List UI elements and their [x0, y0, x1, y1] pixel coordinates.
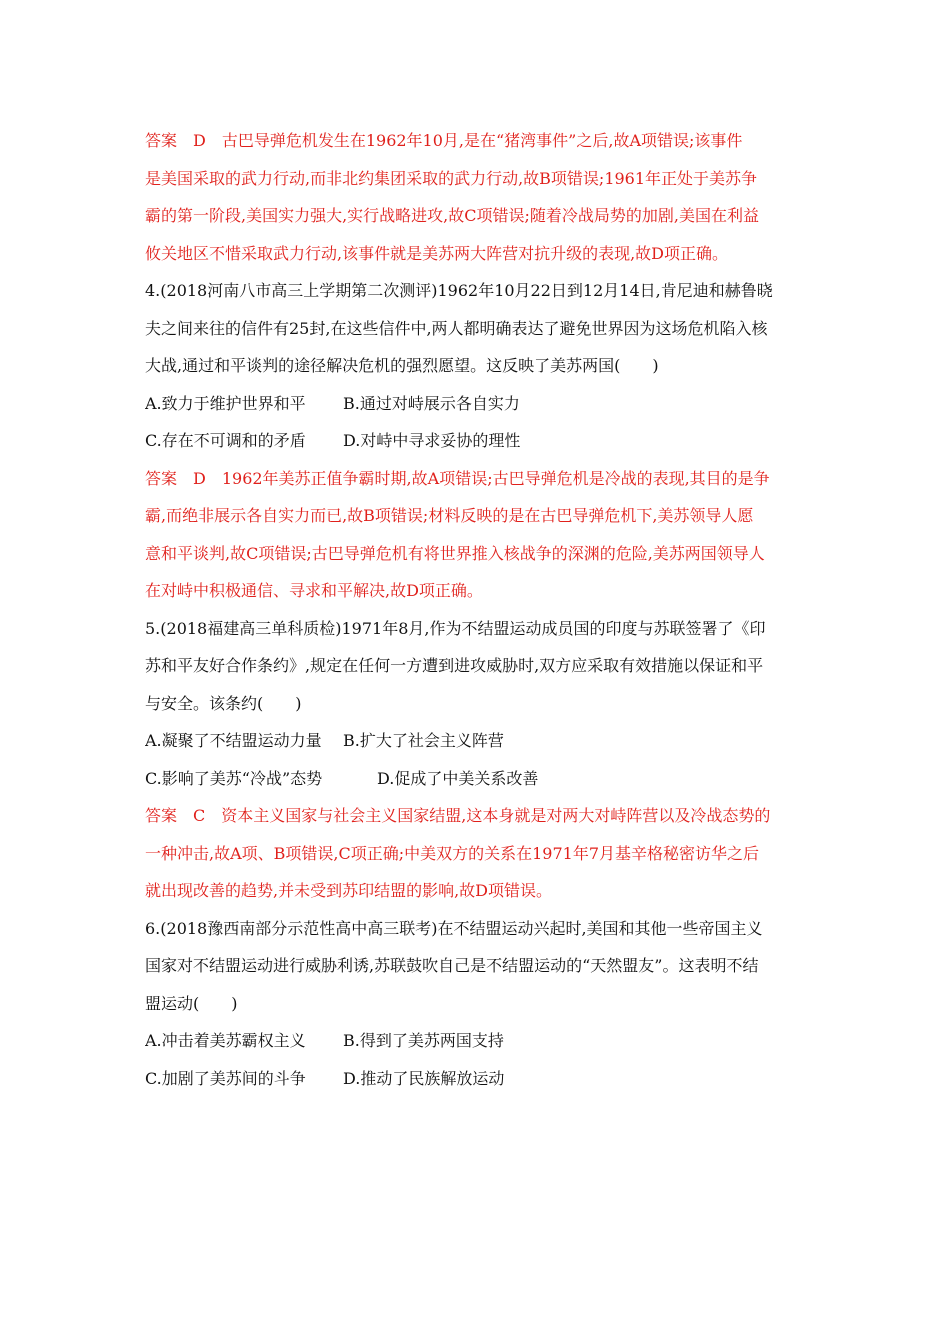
answer-line: 答案 D 古巴导弹危机发生在1962年10月,是在“猪湾事件”之后,故A项错误;该事件 [145, 131, 743, 150]
answer-line: 答案 D 1962年美苏正值争霸时期,故A项错误;古巴导弹危机是冷战的表现,其目的是争 [145, 468, 770, 488]
question-stem-line: 5.(2018福建高三单科质检)1971年8月,作为不结盟运动成员国的印度与苏联签署了《印 [145, 618, 766, 638]
option-d: D.促成了中美关系改善 [377, 768, 539, 788]
options-row [145, 722, 813, 760]
answer-line: 答案 C 资本主义国家与社会主义国家结盟,这本身就是对两大对峙阵营以及冷战态势的 [145, 806, 771, 825]
answer-line: 一种冲击,故A项、B项错误,C项正确;中美双方的关系在1971年7月基辛格秘密访华之后 [145, 843, 760, 863]
option-a: A.冲击着美苏霸权主义 [145, 1031, 306, 1050]
option-c: C.存在不可调和的矛盾 [145, 431, 306, 450]
answer-line: 是美国采取的武力行动,而非北约集团采取的武力行动,故B项错误;1961年正处于美苏争 [145, 168, 758, 188]
option-c: C.加剧了美苏间的斗争 [145, 1068, 306, 1088]
document-content [145, 122, 813, 1097]
option-d: D.推动了民族解放运动 [343, 1068, 505, 1088]
question-stem-line: 大战,通过和平谈判的途径解决危机的强烈愿望。这反映了美苏两国( ) [145, 356, 659, 375]
option-a: A.凝聚了不结盟运动力量 [145, 731, 322, 750]
options-row [145, 385, 813, 423]
option-a: A.致力于维护世界和平 [145, 393, 306, 413]
answer-line: 意和平谈判,故C项错误;古巴导弹危机有将世界推入核战争的深渊的危险,美苏两国领导人 [145, 543, 765, 563]
option-b: B.通过对峙展示各自实力 [343, 393, 520, 413]
answer-5 [145, 797, 813, 910]
question-stem-line: 盟运动( ) [145, 993, 238, 1013]
answer-line: 攸关地区不惜采取武力行动,该事件就是美苏两大阵营对抗升级的表现,故D项正确。 [145, 243, 729, 263]
options-row [145, 422, 813, 460]
answer-line: 霸,而绝非展示各自实力而已,故B项错误;材料反映的是在古巴导弹危机下,美苏领导人愿 [145, 506, 754, 525]
question-stem-line: 国家对不结盟运动进行威胁利诱,苏联鼓吹自己是不结盟运动的“天然盟友”。这表明不结 [145, 956, 759, 975]
question-4 [145, 272, 813, 610]
question-6 [145, 910, 813, 1098]
option-c: C.影响了美苏“冷战”态势 [145, 768, 323, 788]
question-stem-line: 4.(2018河南八市高三上学期第二次测评)1962年10月22日到12月14日,肯尼迪和赫鲁晓 [145, 281, 773, 300]
question-stem-line: 苏和平友好合作条约》,规定在任何一方遭到进攻威胁时,双方应采取有效措施以保证和平 [145, 656, 764, 675]
option-d: D.对峙中寻求妥协的理性 [343, 431, 521, 450]
question-stem-line: 6.(2018豫西南部分示范性高中高三联考)在不结盟运动兴起时,美国和其他一些帝国主义 [145, 918, 763, 938]
options-row [145, 1022, 813, 1060]
answer-line: 就出现改善的趋势,并未受到苏印结盟的影响,故D项错误。 [145, 881, 553, 900]
answer-4 [145, 460, 813, 610]
option-b: B.得到了美苏两国支持 [343, 1031, 504, 1050]
answer-3 [145, 122, 813, 272]
option-b: B.扩大了社会主义阵营 [343, 731, 504, 750]
question-5 [145, 610, 813, 910]
question-stem-line: 夫之间来往的信件有25封,在这些信件中,两人都明确表达了避免世界因为这场危机陷入核 [145, 318, 768, 338]
question-stem-line: 与安全。该条约( ) [145, 693, 302, 713]
options-row [145, 1060, 813, 1098]
options-row [145, 760, 813, 798]
answer-line: 在对峙中积极通信、寻求和平解决,故D项正确。 [145, 581, 483, 600]
answer-line: 霸的第一阶段,美国实力强大,实行战略进攻,故C项错误;随着冷战局势的加剧,美国在利益 [145, 206, 759, 225]
